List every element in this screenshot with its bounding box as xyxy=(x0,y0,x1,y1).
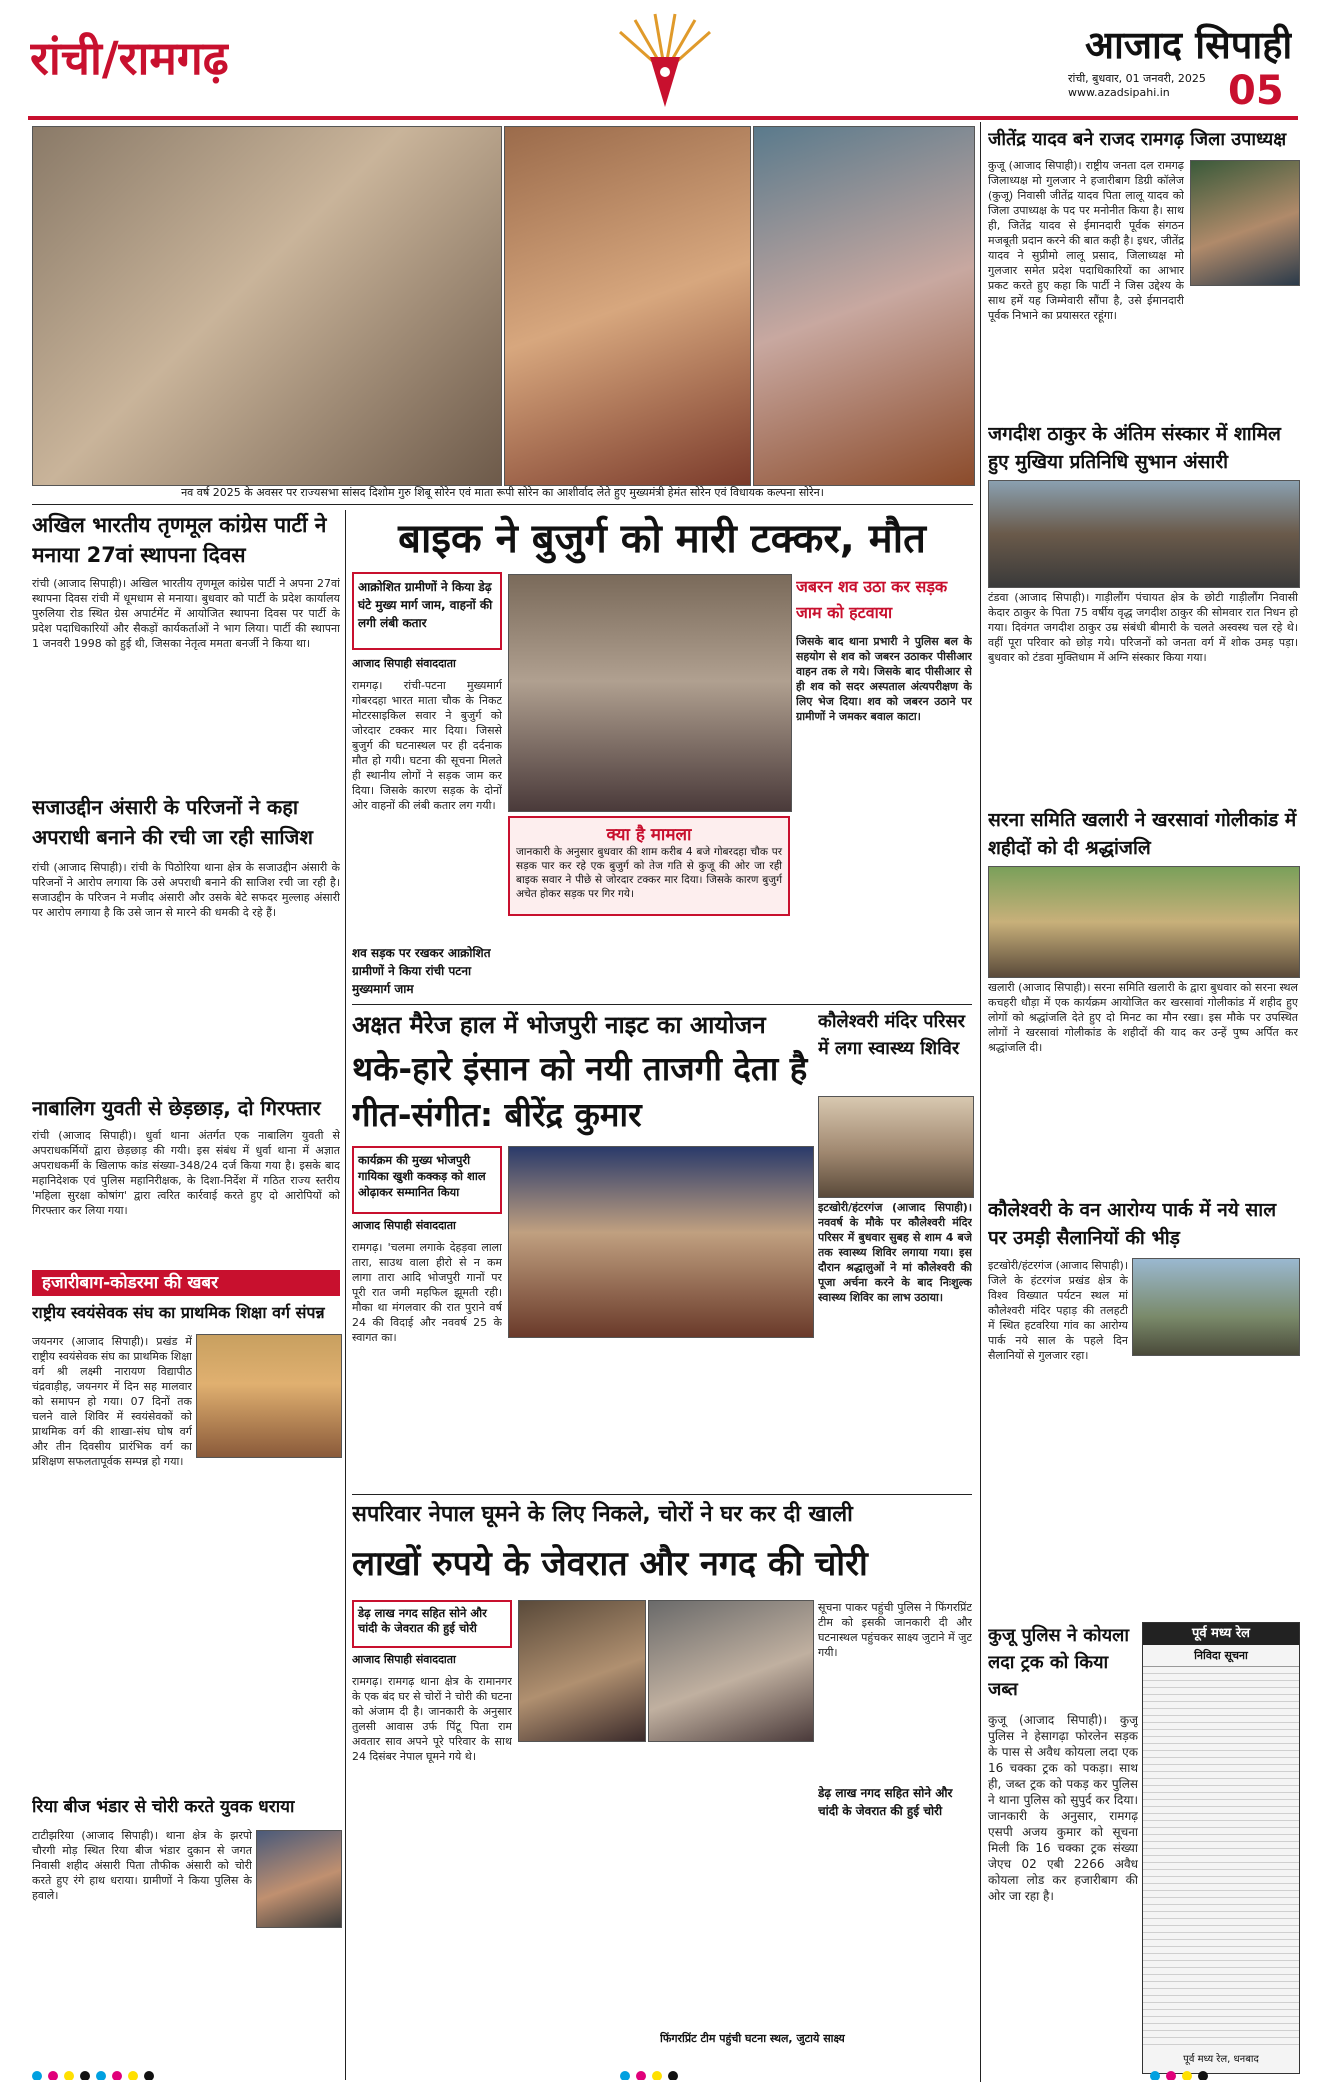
kaul-headline: कौलेश्वरी मंदिर परिसर में लगा स्वास्थ्य शिविर xyxy=(818,1011,966,1059)
section-title: रांची/रामगढ़ xyxy=(30,31,229,85)
coal-truck-headline: कुजू पुलिस ने कोयला लदा ट्रक को किया जब्त xyxy=(988,1625,1130,1700)
lead-kicker: आक्रोशित ग्रामीणों ने किया डेढ़ घंटे मुख्य मार्ग जाम, वाहनों की लगी लंबी कतार xyxy=(352,572,502,650)
theft-shop-body: टाटीझरिया (आजाद सिपाही)। थाना क्षेत्र के झरपो चौरगी मोड़ स्थित रिया बीज भंडार दुकान से जगत निवासी शहीद अंसारी पिता तौफीक अंसारी को चोरी करते हुए रंगे हाथ धराया। ग्रामीणों ने किया पुलिस के हवाले। xyxy=(32,1829,252,1902)
bhojpuri-headline-a: अक्षत मैरेज हाल में भोजपुरी नाइट का आयोजन xyxy=(352,1011,766,1039)
tmc-headline: अखिल भारतीय तृणमूल कांग्रेस पार्टी ने मनाया 27वां स्थापना दिवस xyxy=(32,513,327,567)
theft-byline: आजाद सिपाही संवाददाता xyxy=(352,1653,456,1666)
theft-body-cont xyxy=(518,1746,812,2026)
molestation-body: रांची (आजाद सिपाही)। धुर्वा थाना अंतर्गत एक नाबालिग युवती से अपराधकर्मियों द्वारा छेड़छाड़ की गयी। इस संबंध में धुर्वा थाना में अज्ञात अपराधकर्मी के खिलाफ कांड संख्या-348/24 दर्ज किया गया है। इसके बाद महानिदेशक एवं पुलिस महानिरीक्षक, के दिशा-निर्देश में गठित राज्य स्तरीय 'महिला सुरक्षा कोषांग' द्वारा त्वरित कार्रवाई करते हुए दो आरोपियों को गिरफ्तार कर लिया गया। xyxy=(32,1129,340,1217)
website: www.azadsipahi.in xyxy=(1068,86,1170,99)
rail-subtitle: निविदा सूचना xyxy=(1143,1645,1299,1667)
color-dots-left xyxy=(32,2066,332,2080)
photo-road-blockade xyxy=(508,574,792,812)
sarna-headline: सरना समिति खलारी ने खरसावां गोलीकांड में शहीदों को दी श्रद्धांजलि xyxy=(988,809,1297,859)
color-dots-right xyxy=(1150,2066,1300,2080)
photo-rss-camp xyxy=(196,1334,342,1458)
kaul-body: इटखोरी/हंटरगंज (आजाद सिपाही)। नववर्ष के मौके पर कौलेश्वरी मंदिर परिसर में बुधवार सुबह से शाम 4 बजे तक स्वास्थ्य शिविर लगाया गया। इस दौरान श्रद्धालुओं ने मां कौलेश्वरी की पूजा अर्चना करने के बाद निःशुल्क स्वास्थ्य शिविर का लाभ उठाया। xyxy=(818,1201,972,1304)
rail-footer: पूर्व मध्य रेल, धनबाद xyxy=(1183,2054,1259,2065)
bhojpuri-byline: आजाद सिपाही संवाददाता xyxy=(352,1219,456,1232)
kya-hai-mamla-body: जानकारी के अनुसार बुधवार की शाम करीब 4 बजे गोबरदहा चौक पर सड़क पार कर रहे एक बुजुर्ग को तेज गति से कुजू की ओर जा रही बाइक सवार ने पीछे से जोरदार टक्कर मार दिया। जिसके कारण बुजुर्ग अचेत होकर सड़क पर गिर गये। xyxy=(516,846,782,900)
lead-body-cont xyxy=(508,920,972,1000)
park-headline: कौलेश्वरी के वन आरोग्य पार्क में नये साल पर उमड़ी सैलानियों की भीड़ xyxy=(988,1199,1277,1249)
rss-body-cont xyxy=(32,1490,340,1790)
park-body-cont xyxy=(988,1462,1298,1622)
pen-nib-logo xyxy=(610,12,720,112)
photo-bhojpuri-stage xyxy=(508,1146,814,1338)
molestation-headline: नाबालिग युवती से छेड़छाड़, दो गिरफ्तार xyxy=(32,1096,321,1120)
lead-subhead: शव सड़क पर रखकर आक्रोशित ग्रामीणों ने किया रांची पटना मुख्यमार्ग जाम xyxy=(352,946,491,996)
top-photo-caption: नव वर्ष 2025 के अवसर पर राज्यसभा सांसद दिशोम गुरु शिबू सोरेन एवं माता रूपी सोरेन का आशीर्वाद लेते हुए मुख्यमंत्री हेमंत सोरेन एवं विधायक कल्पना सोरेन। xyxy=(181,486,824,499)
park-body: इटखोरी/हंटरगंज (आजाद सिपाही)। जिले के हंटरगंज प्रखंड क्षेत्र के विश्व विख्यात पर्यटन स्थल मां कौलेश्वरी मंदिर पहाड़ की तलहटी में स्थित हटवरिया गांव का आरोग्य पार्क नये साल के पहले दिन सैलानियों से गुलजार रहा। xyxy=(988,1259,1128,1362)
page-number: 05 xyxy=(1228,68,1298,114)
dateline-block xyxy=(1068,72,1206,100)
rail-fine-print xyxy=(1143,1667,1299,2047)
photo-park-visitors xyxy=(1132,1258,1300,1356)
photo-tribute-group xyxy=(988,866,1300,978)
column-rule-right xyxy=(980,122,981,2082)
color-dots-center xyxy=(620,2066,740,2080)
lead-body: रामगढ़। रांची-पटना मुख्यमार्ग गोबरदहा भारत माता चौक के निकट मोटरसाइकिल सवार ने बुजुर्ग को जोरदार टक्कर मार दिया। जिससे बुजुर्ग की घटनास्थल पर ही दर्दनाक मौत हो गयी। घटना की सूचना मिलते ही स्थानीय लोगों ने सड़क जाम कर दिया। जिसके कारण सड़क के दोनों ओर वाहनों की लंबी कतार लग गयी। xyxy=(352,679,502,812)
tmc-body: रांची (आजाद सिपाही)। अखिल भारतीय तृणमूल कांग्रेस पार्टी ने अपना 27वां स्थापना दिवस रांची में धूमधाम से मनाया। बुधवार को पार्टी के प्रदेश कार्यालय पुरुलिया रोड स्थित ग्रेस अपार्टमेंट में आयोजित स्थापना दिवस पर पार्टी के प्रदेश पदाधिकारियों और सैकड़ों कार्यकर्ताओं ने भाग लिया। पार्टी की स्थापना 1 जनवरी 1998 को हुई थी, जिसका नेतृत्व ममता बनर्जी ने किया था। xyxy=(32,577,340,650)
photo-funeral-group xyxy=(988,480,1300,588)
sajauddin-headline: सजाउद्दीन अंसारी के परिजनों ने कहा अपराधी बनाने की रची जा रही साजिश xyxy=(32,795,313,849)
bhojpuri-headline-b: थके-हारे इंसान को नयी ताजगी देता है गीत-संगीत: बीरेंद्र कुमार xyxy=(352,1049,808,1134)
bhojpuri-body-cont xyxy=(508,1342,812,1490)
thakur-headline: जगदीश ठाकुर के अंतिम संस्कार में शामिल हुए मुखिया प्रतिनिधि सुभान अंसारी xyxy=(988,423,1281,473)
rjd-body: कुजू (आजाद सिपाही)। राष्ट्रीय जनता दल रामगढ़ जिलाध्यक्ष मो गुलजार ने हजारीबाग डिग्री कॉलेज (कुजू) निवासी जीतेंद्र यादव पिता लालू यादव को जिला उपाध्यक्ष के पद पर मनोनीत किया है। साथ ही, जितेंद्र यादव से ईमानदारी पूर्वक संगठन मजबूती प्रदान करने की बात कही है। इधर, जीतेंद्र यादव ने सुप्रीमो लालू प्रसाद, जिलाध्यक्ष मो गुलजार समेत प्रदेश पदाधिकारियों का आभार प्रकट करते हुए कहा कि पार्टी ने जिस उद्देश्य के साथ हमें यह जिम्मेवारी सौंपा है, उसे ईमानदारी पूर्वक निभाने का प्रयासरत रहूंगा। xyxy=(988,159,1184,322)
theft-body: रामगढ़। रामगढ़ थाना क्षेत्र के रामानगर के एक बंद घर से चोरों ने चोरी की घटना को अंजाम दी है। जानकारी के अनुसार तुलसी आवास उर्फ पिंटू पिता राम अवतार साव अपने पूरे परिवार के साथ 24 दिसंबर नेपाल घूमने गये थे। xyxy=(352,1675,512,1763)
theft-shop-headline: रिया बीज भंडार से चोरी करते युवक धराया xyxy=(32,1797,295,1817)
divider xyxy=(352,1004,972,1005)
kya-hai-mamla-box xyxy=(508,816,790,916)
side-headline: जबरन शव उठा कर सड़क जाम को हटवाया xyxy=(796,577,948,622)
thakur-body: टंडवा (आजाद सिपाही)। गाड़ीलौंग पंचायत क्षेत्र के छोटी गाड़ीलौंग निवासी केदार ठाकुर के पिता 75 वर्षीय वृद्ध जगदीश ठाकुर की सोमवार रात निधन हो गया। दिवंगत जगदीश ठाकुर उम्र संबंधी बीमारी के चलते अस्वस्थ चल रहे थे। वहीं पूरा परिवार को छोड़ गये। परिजनों को जनता वर्ग में शोक उमड़ पड़ा। बुधवार को टंडवा मुक्तिधाम में अग्नि संस्कार किया गया। xyxy=(988,591,1298,664)
lead-byline: आजाद सिपाही संवाददाता xyxy=(352,657,456,670)
photo-health-camp xyxy=(818,1096,974,1198)
photo-blessing-1 xyxy=(504,126,751,486)
rail-tender-ad xyxy=(1142,1622,1300,2074)
portrait-jitendra xyxy=(1190,160,1300,286)
rss-body: जयनगर (आजाद सिपाही)। प्रखंड में राष्ट्रीय स्वयंसेवक संघ का प्राथमिक शिक्षा वर्ग श्री लक्ष्मी नारायण विद्यापीठ चंद्रवाड़ीह, जयनगर में दिन सह मालवार को समापन हो गया। 07 दिनों तक चलने वाले शिविर में स्वयंसेवकों को प्राथमिक वर्ग की शाखा-संघ घोष वर्ग और तीन दिवसीय प्रारंभिक वर्ग का प्रशिक्षण सफलतापूर्वक सम्पन्न हो गया। xyxy=(32,1335,192,1468)
theft-headline-b: लाखों रुपये के जेवरात और नगद की चोरी xyxy=(352,1544,868,1584)
sarna-body: खलारी (आजाद सिपाही)। सरना समिति खलारी के द्वारा बुधवार को सरना स्थल कचहरी धौड़ा में एक कार्यक्रम आयोजित कर खरसावां गोलीकांड में शहीद हुए लोगों को श्रद्धांजलि देते हुए दो मिनट का मौन रखा। इस मौके पर उपस्थित लोगों ने खरसावां गोलीकांड के शहीदों की याद कर उन्हें पुष्प अर्पित कर श्रद्धांजलि दी। xyxy=(988,981,1298,1054)
lead-headline: बाइक ने बुजुर्ग को मारी टक्कर, मौत xyxy=(398,516,926,562)
brand-name: आजाद सिपाही xyxy=(1085,22,1293,67)
fingerprint-subhead: फिंगरप्रिंट टीम पहुंची घटना स्थल, जुटाये साक्ष्य xyxy=(660,2032,845,2045)
photo-cm-with-guru xyxy=(32,126,502,486)
kya-hai-mamla-title: क्या है मामला xyxy=(606,825,692,845)
photo-theft-scene-1 xyxy=(518,1600,646,1742)
coal-truck-body: कुजू (आजाद सिपाही)। कुजू पुलिस ने हेसागढ़ा फोरलेन सड़क के पास से अवैध कोयला लदा एक 16 चक्का ट्रक को पकड़ा। साथ ही, जब्त ट्रक को पकड़ कर पुलिस ने थाना पुलिस को सुपुर्द कर दिया। जानकारी के अनुसार, रामगढ़ एसपी अजय कुमार को सूचना मिली कि 16 चक्का ट्रक संख्या जेएच 02 एबी 2266 अवैध कोयला लोड कर हजारीबाग की ओर जा रहा है। xyxy=(988,1713,1138,1903)
rjd-headline: जीतेंद्र यादव बने राजद रामगढ़ जिला उपाध्यक्ष xyxy=(988,129,1287,150)
theft-subhead: डेढ़ लाख नगद सहित सोने और चांदी के जेवरात की हुई चोरी xyxy=(818,1786,953,1818)
photo-blessing-2 xyxy=(753,126,975,486)
divider xyxy=(352,1494,972,1495)
bhojpuri-kicker: कार्यक्रम की मुख्य भोजपुरी गायिका खुशी कक्कड़ को शाल ओढ़ाकर सम्मानित किया xyxy=(352,1146,502,1214)
header-rule xyxy=(28,116,1298,120)
portrait-accused xyxy=(256,1830,342,1928)
column-rule-left xyxy=(345,510,346,2080)
dateline: रांची, बुधवार, 01 जनवरी, 2025 xyxy=(1068,72,1206,85)
region-band: हजारीबाग-कोडरमा की खबर xyxy=(32,1270,340,1296)
theft-side-body: सूचना पाकर पहुंची पुलिस ने फिंगरप्रिंट टीम को इसकी जानकारी दी और घटनास्थल पहुंचकर साक्ष्य जुटाने में जुट गयी। xyxy=(818,1601,972,1659)
rail-title: पूर्व मध्य रेल xyxy=(1143,1623,1299,1645)
divider xyxy=(32,504,973,505)
side-body: जिसके बाद थाना प्रभारी ने पुलिस बल के सहयोग से शव को जबरन उठाकर पीसीआर वाहन तक ले गये। जिसके बाद पीसीआर से ही शव को सदर अस्पताल अंत्यपरीक्षण के लिए भेज दिया। शव को जबरन उठाने पर ग्रामीणों ने जमकर बवाल काटा। xyxy=(796,635,972,723)
theft-kicker: डेढ़ लाख नगद सहित सोने और चांदी के जेवरात की हुई चोरी xyxy=(352,1600,512,1648)
photo-theft-scene-2 xyxy=(648,1600,814,1742)
sajauddin-body: रांची (आजाद सिपाही)। रांची के पिठोरिया थाना क्षेत्र के सजाउद्दीन अंसारी के परिजनों ने आरोप लगाया कि उसे अपराधी बनाने की साजिश रची जा रही है। सजाउद्दीन के परिजन ने मजीद अंसारी और उसके बेटे सफदर मुल्लाह अंसारी पर आरोप लगाया है कि उसे जान से मारने की धमकी दे रहे हैं। xyxy=(32,861,340,919)
rss-headline: राष्ट्रीय स्वयंसेवक संघ का प्राथमिक शिक्षा वर्ग संपन्न xyxy=(32,1303,325,1322)
theft-headline-a: सपरिवार नेपाल घूमने के लिए निकले, चोरों ने घर कर दी खाली xyxy=(352,1502,853,1527)
bhojpuri-body: रामगढ़। 'चलमा लगाके देहड़वा लाला तारा, साउथ वाला हीरो से न कम लागा तारा आदि भोजपुरी गानों पर पूरी रात जमी महफिल झूमती रही। मौका था मंगलवार की रात पुराने वर्ष 24 की विदाई और नववर्ष 25 के स्वागत का। xyxy=(352,1241,502,1344)
